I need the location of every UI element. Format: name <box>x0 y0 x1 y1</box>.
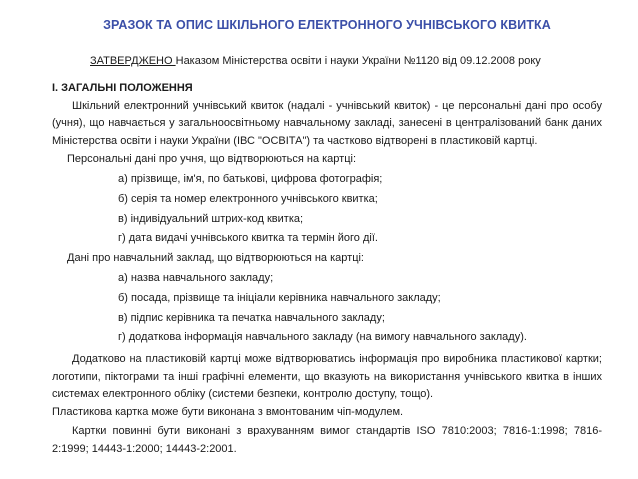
list-item: а) прізвище, ім'я, по батькові, цифрова фотографія; <box>118 173 383 186</box>
list-item: в) підпис керівника та печатка навчального закладу; <box>118 311 385 324</box>
list-item: б) посада, прізвище та ініціали керівника навчального закладу; <box>118 291 441 304</box>
approval-line <box>52 53 602 69</box>
document-title: ЗРАЗОК ТА ОПИС ШКІЛЬНОГО ЕЛЕКТРОННОГО УЧНІВСЬКОГО КВИТКА <box>103 18 551 32</box>
approved-link[interactable]: ЗАТВЕРДЖЕНО <box>90 55 176 67</box>
paragraph-definition: Шкільний електронний учнівський квиток (надалі - учнівський квиток) - це персональні дані про особу (учня), що навчається у загальноосвітньому навчальному закладі, занесені в централізований банк даних Міністерства освіти і науки України (ІВС "ОСВІТА") та частково відтворені в пластиковій картці. <box>52 100 602 147</box>
approval-text: Наказом Міністерства освіти і науки України №1120 від 09.12.2008 року <box>175 55 541 67</box>
school-data-intro: Дані про навчальний заклад, що відтворюються на картці: <box>67 252 364 265</box>
paragraph-standards: Картки повинні бути виконані з врахуванням вимог стандартів ISO 7810:2003; 7816-1:1998; 7816-2:1999; 14443-1:2000; 14443-2:2001. <box>52 425 602 455</box>
list-item: в) індивідуальний штрих-код квитка; <box>118 212 304 225</box>
list-item: г) дата видачі учнівського квитка та термін його дії. <box>118 232 378 245</box>
personal-data-intro: Персональні дані про учня, що відтворюються на картці: <box>67 153 357 166</box>
paragraph-additional-info: Додатково на пластиковій картці може відтворюватись інформація про виробника пластикової картки; логотипи, піктограми та інші графічні елементи, що вказують на використання учнівського квитка в інших системах електронного обліку (системи безпеки, контролю доступу, тощо). <box>52 353 602 400</box>
list-item: г) додаткова інформація навчального закладу (на вимогу навчального закладу). <box>118 331 527 344</box>
list-item: б) серія та номер електронного учнівського квитка; <box>118 192 378 205</box>
paragraph-chip-module: Пластикова картка може бути виконана з вмонтованим чіп-модулем. <box>52 406 404 419</box>
list-item: а) назва навчального закладу; <box>118 272 274 284</box>
section-heading: І. ЗАГАЛЬНІ ПОЛОЖЕННЯ <box>52 82 193 94</box>
